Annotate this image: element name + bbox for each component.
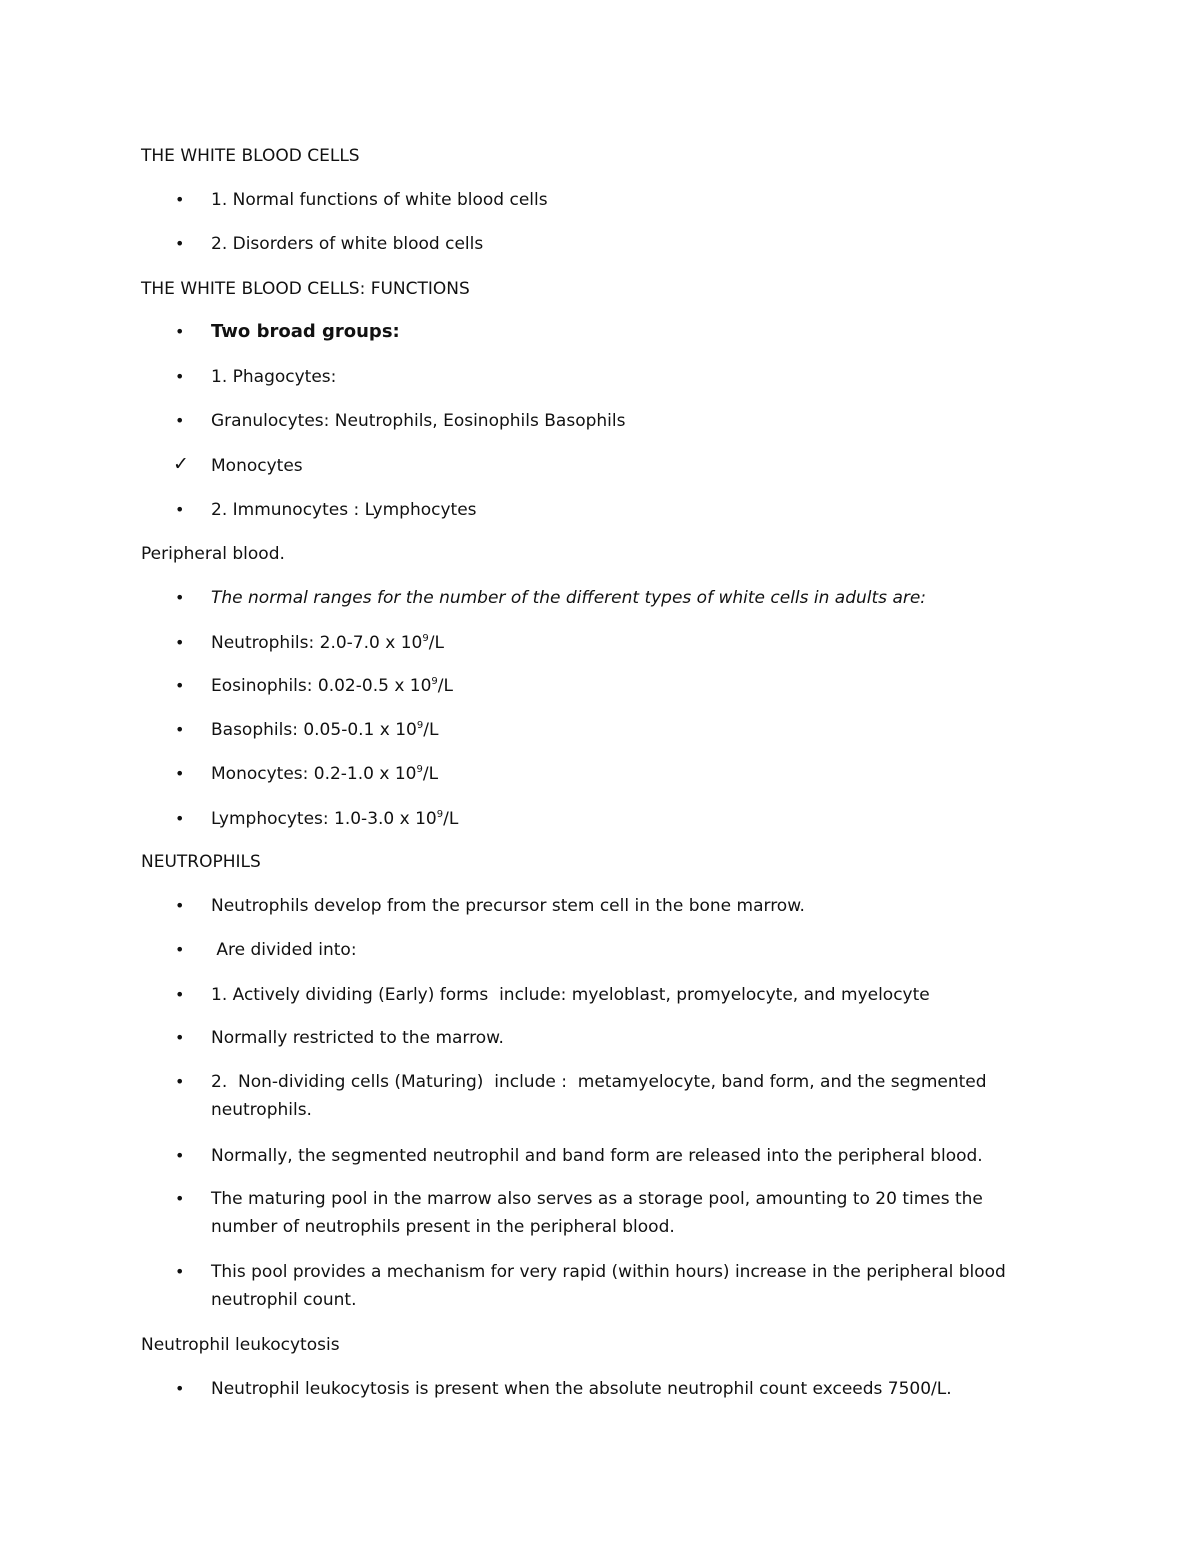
list-item: 2. Disorders of white blood cells [211,234,484,254]
range-unit: /L [443,809,459,829]
bullet-icon: • [175,190,185,209]
bullet-icon: • [175,411,185,430]
list-item: Neutrophil leukocytosis is present when the absolute neutrophil count exceeds 7500/L. [211,1379,952,1399]
bullet-icon: • [175,633,185,652]
heading-white-blood-cells: THE WHITE BLOOD CELLS [141,146,360,166]
list-item: 2. Non-dividing cells (Maturing) include : metamyelocyte, band form, and the segmented neutrophils. [211,1072,992,1120]
bullet-icon: • [175,940,185,959]
list-item: 2. Immunocytes : Lymphocytes [211,500,477,520]
bullet-icon: • [175,1072,185,1091]
bullet-icon: • [175,322,185,341]
range-unit: /L [423,720,439,740]
bullet-icon: • [175,720,185,739]
heading-neutrophil-leukocytosis: Neutrophil leukocytosis [141,1335,340,1355]
range-exponent: 9 [416,720,424,731]
list-item: Normally, the segmented neutrophil and band form are released into the peripheral blood. [211,1146,983,1166]
list-item: 1. Phagocytes: [211,367,337,387]
bullet-icon: • [175,1146,185,1165]
bullet-icon: • [175,500,185,519]
range-label: Monocytes: 0.2-1.0 x 10 [211,764,417,784]
range-label: Lymphocytes: 1.0-3.0 x 10 [211,809,437,829]
list-item: 1. Actively dividing (Early) forms include: myeloblast, promyelocyte, and myelocyte [211,985,930,1005]
bullet-icon: • [175,809,185,828]
checkmark-icon: ✓ [173,453,189,475]
bullet-icon: • [175,1028,185,1047]
bullet-icon: • [175,896,185,915]
range-label: Eosinophils: 0.02-0.5 x 10 [211,676,432,696]
bullet-icon: • [175,985,185,1004]
range-label: Basophils: 0.05-0.1 x 10 [211,720,417,740]
bullet-icon: • [175,367,185,386]
list-item: Monocytes [211,456,303,476]
range-item [211,805,1041,833]
range-exponent: 9 [431,676,438,687]
bullet-icon: • [175,1189,185,1208]
list-item: Granulocytes: Neutrophils, Eosinophils Basophils [211,411,626,431]
heading-functions: THE WHITE BLOOD CELLS: FUNCTIONS [141,279,470,299]
range-exponent: 9 [416,764,423,775]
bullet-icon: • [175,764,185,783]
heading-neutrophils: NEUTROPHILS [141,852,261,872]
range-unit: /L [422,764,439,784]
list-item: The maturing pool in the marrow also serves as a storage pool, amounting to 20 times the number of neutrophils present in the peripheral blood. [211,1189,989,1237]
bullet-icon: • [175,1262,185,1281]
range-unit: /L [437,676,453,696]
list-item: 1. Normal functions of white blood cells [211,190,548,210]
list-item: Are divided into: [211,940,357,960]
list-item: Two broad groups: [211,321,400,342]
range-item [211,760,1041,788]
list-item: Neutrophils develop from the precursor stem cell in the bone marrow. [211,896,805,916]
range-item [211,629,1041,657]
bullet-icon: • [175,234,185,253]
bullet-icon: • [175,676,185,695]
range-item [211,716,1041,744]
bullet-icon: • [175,588,185,607]
list-item: This pool provides a mechanism for very rapid (within hours) increase in the peripheral blood neutrophil count. [211,1262,1012,1310]
list-item: The normal ranges for the number of the different types of white cells in adults are: [211,588,927,608]
range-exponent: 9 [422,633,429,644]
range-exponent: 9 [436,809,444,820]
bullet-icon: • [175,1379,185,1398]
range-item [211,672,1041,700]
heading-peripheral-blood: Peripheral blood. [141,544,285,564]
range-label: Neutrophils: 2.0-7.0 x 10 [211,633,423,653]
range-unit: /L [428,633,444,653]
list-item: Normally restricted to the marrow. [211,1028,504,1048]
